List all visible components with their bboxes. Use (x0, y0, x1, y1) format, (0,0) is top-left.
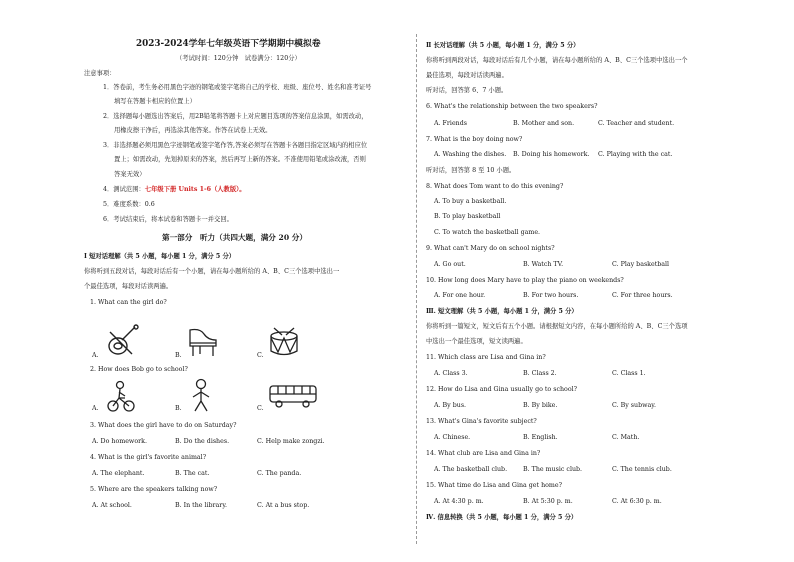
note-line-6: 置上；如需改动，先划掉原来的答案，然后再写上新的答案。不准使用铅笔或涂改液，否则 (114, 156, 366, 163)
q11-option-b[interactable]: B. Class 2. (523, 370, 557, 377)
q1-option-a[interactable]: A. (92, 352, 99, 359)
q3-option-c[interactable]: C. Help make zongzi. (257, 438, 325, 445)
q4-option-a[interactable]: A. The elephant. (92, 470, 145, 477)
question-5-stem: 5. Where are the speakers talking now? (90, 486, 218, 493)
section2-instruction-1: 你将听到两段对话，每段对话后有几个小题，请在每小题所给的 A、B、C三个选项中选出一个 (426, 57, 688, 64)
section3-instruction-1: 你将听到一篇短文，短文后有五个小题。请根据短文内容，在每小题所给的 A、B、C三个选项 (426, 323, 688, 330)
question-2-stem: 2. How does Bob go to school? (90, 366, 188, 373)
bicycle-rider-icon (105, 380, 137, 418)
q3-option-a[interactable]: A. Do homework. (92, 438, 147, 445)
q9-option-c[interactable]: C. Play basketball (612, 261, 670, 268)
note-line-3: 2．选择题每小题选出答案后，用2B铅笔将答题卡上对应题目选项的答案信息涂黑，如需改动， (103, 113, 368, 120)
q1-option-b[interactable]: B. (175, 352, 182, 359)
section1-instruction-1: 你将听到五段对话，每段对话后有一个小题，请在每小题所给的 A、B、C三个选项中选出一 (84, 268, 340, 275)
q3-option-b[interactable]: B. Do the dishes. (175, 438, 230, 445)
section1-instruction-2: 个最佳选项，每段对话读两遍。 (84, 283, 173, 290)
note-line-9: 5．难度系数：0.6 (103, 201, 155, 208)
q13-option-a[interactable]: A. Chinese. (434, 434, 471, 441)
question-8-stem: 8. What does Tom want to do this evening? (426, 183, 564, 190)
q8-option-a[interactable]: A. To buy a basketball. (434, 198, 507, 205)
q14-option-c[interactable]: C. The tennis club. (612, 466, 672, 473)
q10-option-a[interactable]: A. For one hour. (434, 292, 486, 299)
question-9-stem: 9. What can't Mary do on school nights? (426, 245, 555, 252)
listen-instruction-2: 听对话，回答第 8 至 10 小题。 (426, 167, 516, 174)
test-range-prefix: 4．测试范围： (103, 186, 145, 193)
q7-option-c[interactable]: C. Playing with the cat. (598, 151, 673, 158)
section2-heading: Ⅱ 长对话理解（共 5 小题，每小题 1 分，满分 5 分） (426, 42, 580, 49)
violin-icon (102, 324, 142, 362)
q7-option-a[interactable]: A. Washing the dishes. (434, 151, 507, 158)
notes-heading: 注意事项： (84, 70, 116, 77)
q12-option-b[interactable]: B. By bike. (523, 402, 558, 409)
q7-option-b[interactable]: B. Doing his homework. (513, 151, 590, 158)
q5-option-a[interactable]: A. At school. (92, 502, 132, 509)
q2-option-a[interactable]: A. (92, 405, 99, 412)
bus-icon (268, 383, 318, 413)
q10-option-b[interactable]: B. For two hours. (523, 292, 579, 299)
note-line-2: 填写在答题卡相应的位置上） (114, 98, 196, 105)
section4-heading: Ⅳ. 信息转换（共 5 小题，每小题 1 分，满分 5 分） (426, 514, 578, 521)
walking-boy-icon (188, 378, 214, 418)
q13-option-b[interactable]: B. English. (523, 434, 558, 441)
drum-icon (266, 326, 302, 362)
question-11-stem: 11. Which class are Lisa and Gina in? (426, 354, 546, 361)
note-line-7: 答案无效） (114, 171, 146, 178)
q8-option-c[interactable]: C. To watch the basketball game. (434, 229, 541, 236)
q12-option-c[interactable]: C. By subway. (612, 402, 656, 409)
page-title: 2023-2024学年七年级英语下学期期中模拟卷 (136, 39, 321, 49)
q14-option-b[interactable]: B. The music club. (523, 466, 583, 473)
question-10-stem: 10. How long does Mary have to play the piano on weekends? (426, 277, 624, 284)
q4-option-b[interactable]: B. The cat. (175, 470, 210, 477)
piano-icon (186, 326, 220, 362)
q8-option-b[interactable]: B. To play basketball (434, 213, 501, 220)
q11-option-c[interactable]: C. Class 1. (612, 370, 646, 377)
exam-subtitle: （考试时间：120分钟 试卷满分：120分） (176, 55, 301, 62)
note-line-10: 6．考试结束后，将本试卷和答题卡一并交回。 (103, 216, 233, 223)
section2-instruction-2: 最佳选项，每段对话读两遍。 (426, 72, 508, 79)
question-15-stem: 15. What time do Lisa and Gina get home? (426, 482, 562, 489)
q14-option-a[interactable]: A. The basketball club. (434, 466, 508, 473)
section3-instruction-2: 中选出一个最佳选项，短文读两遍。 (426, 338, 527, 345)
question-6-stem: 6. What's the relationship between the two speakers? (426, 103, 598, 110)
q11-option-a[interactable]: A. Class 3. (434, 370, 468, 377)
q15-option-a[interactable]: A. At 4:30 p. m. (434, 498, 484, 505)
section3-heading: Ⅲ. 短文理解（共 5 小题，每小题 1 分，满分 5 分） (426, 308, 578, 315)
question-12-stem: 12. How do Lisa and Gina usually go to school? (426, 386, 578, 393)
listen-instruction-1: 听对话，回答第 6、7 小题。 (426, 87, 508, 94)
note-line-8 (103, 186, 246, 194)
q6-option-c[interactable]: C. Teacher and student. (598, 120, 675, 127)
q10-option-c[interactable]: C. For three hours. (612, 292, 673, 299)
q15-option-c[interactable]: C. At 6:30 p. m. (612, 498, 662, 505)
q15-option-b[interactable]: B. At 5:30 p. m. (523, 498, 573, 505)
q9-option-b[interactable]: B. Watch TV. (523, 261, 564, 268)
q12-option-a[interactable]: A. By bus. (434, 402, 467, 409)
note-line-5: 3．非选择题必须用黑色字迹钢笔或签字笔作答,答案必须写在答题卡各题目指定区域内的相应位 (103, 142, 368, 149)
q2-option-b[interactable]: B. (175, 405, 182, 412)
column-divider (416, 34, 417, 544)
q2-option-c[interactable]: C. (257, 405, 264, 412)
section1-heading: Ⅰ 短对话理解（共 5 小题，每小题 1 分，满分 5 分） (84, 253, 236, 260)
note-line-4: 用橡皮擦干净后，再选涂其他答案。作答在试卷上无效。 (114, 127, 272, 134)
question-7-stem: 7. What is the boy doing now? (426, 136, 523, 143)
part1-title: 第一部分 听力（共四大题，满分 20 分） (162, 233, 307, 242)
test-range: 七年级下册 Units 1-6（人教版）。 (144, 186, 246, 193)
q4-option-c[interactable]: C. The panda. (257, 470, 302, 477)
q6-option-b[interactable]: B. Mother and son. (513, 120, 575, 127)
question-14-stem: 14. What club are Lisa and Gina in? (426, 450, 541, 457)
note-line-1: 1．答卷前，考生务必用黑色字迹的钢笔或签字笔将自己的学校、班级、座位号、姓名和准考证号 (103, 84, 372, 91)
question-3-stem: 3. What does the girl have to do on Saturday? (90, 422, 237, 429)
q6-option-a[interactable]: A. Friends (434, 120, 467, 127)
q5-option-b[interactable]: B. In the library. (175, 502, 228, 509)
q13-option-c[interactable]: C. Math. (612, 434, 640, 441)
question-13-stem: 13. What's Gina's favorite subject? (426, 418, 537, 425)
q1-option-c[interactable]: C. (257, 352, 264, 359)
q9-option-a[interactable]: A. Go out. (434, 261, 466, 268)
question-4-stem: 4. What is the girl's favorite animal? (90, 454, 207, 461)
q5-option-c[interactable]: C. At a bus stop. (257, 502, 310, 509)
question-1-stem: 1. What can the girl do? (90, 299, 167, 306)
